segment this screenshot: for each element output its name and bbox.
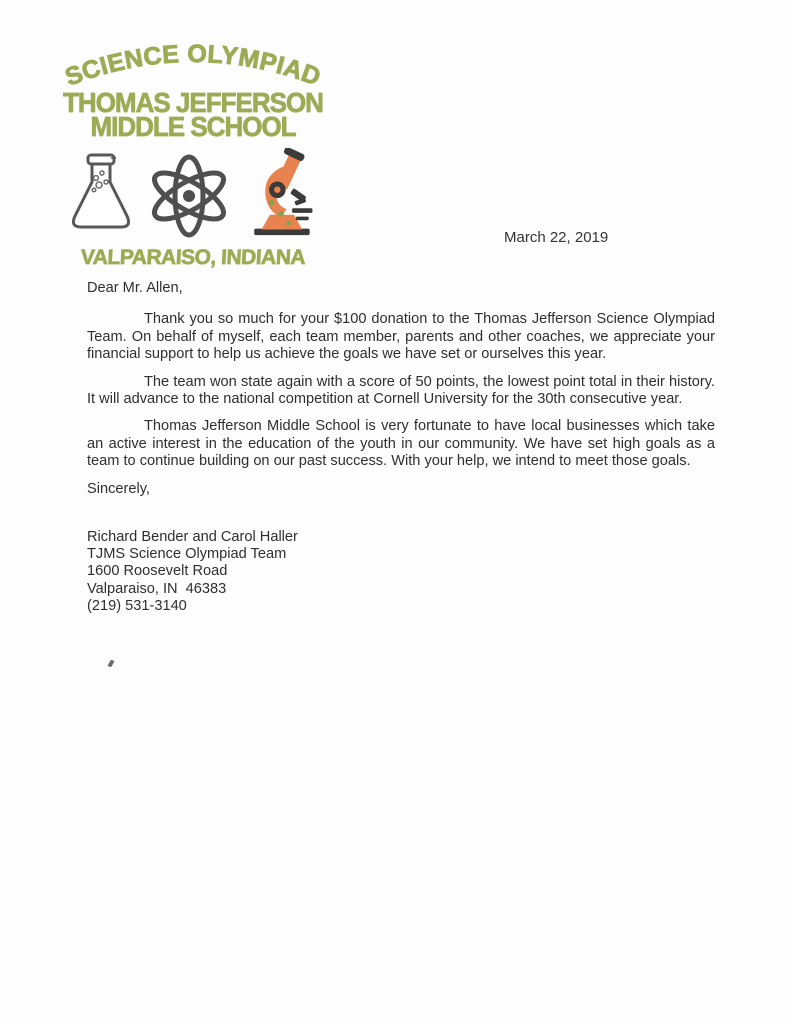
paragraph-3: Thomas Jefferson Middle School is very fortunate to have local businesses which take an active interest in the education of the youth in our community. We have set high goals as a team to continue building on our past success. With your help, we intend to meet those goals.: [87, 418, 715, 470]
flask-icon: [68, 152, 134, 238]
arc-title-text: SCIENCE OLYMPIAD: [61, 39, 325, 92]
school-name-line2: MIDDLE SCHOOL: [90, 110, 296, 143]
signature-team: TJMS Science Olympiad Team: [87, 546, 287, 563]
logo-icons-row: [60, 148, 326, 238]
closing: Sincerely,: [87, 480, 150, 497]
signature-names: Richard Bender and Carol Haller: [87, 529, 298, 546]
paragraph-1: Thank you so much for your $100 donation to the Thomas Jefferson Science Olympiad Team. On behalf of myself, each team member, parents and other coaches, we appreciate your financial support to help us achieve the goals we have set or ourselves this year.: [87, 311, 715, 363]
salutation: Dear Mr. Allen,: [87, 280, 183, 296]
svg-text:SCIENCE OLYMPIAD: [61, 40, 324, 92]
signature-block: [87, 529, 715, 615]
atom-icon: [146, 154, 232, 238]
signature-street: 1600 Roosevelt Road: [87, 563, 228, 580]
letter-body: [87, 280, 715, 615]
scan-artifact-mark: [107, 660, 114, 667]
arched-title: [60, 34, 326, 94]
letter-date: March 22, 2019: [504, 229, 609, 246]
school-name: [60, 86, 326, 143]
signature-city: Valparaiso, IN 46383: [87, 580, 227, 597]
letterhead-location: VALPARAISO, INDIANA: [80, 246, 306, 269]
school-name-line1: THOMAS JEFFERSON: [63, 86, 323, 119]
microscope-icon: [244, 148, 318, 238]
signature-phone: (219) 531-3140: [87, 597, 187, 614]
letterhead: [60, 34, 326, 270]
paragraph-2: The team won state again with a score of 50 points, the lowest point total in their history. It will advance to the national competition at Cornell University for the 30th consecutive year.: [87, 373, 715, 408]
